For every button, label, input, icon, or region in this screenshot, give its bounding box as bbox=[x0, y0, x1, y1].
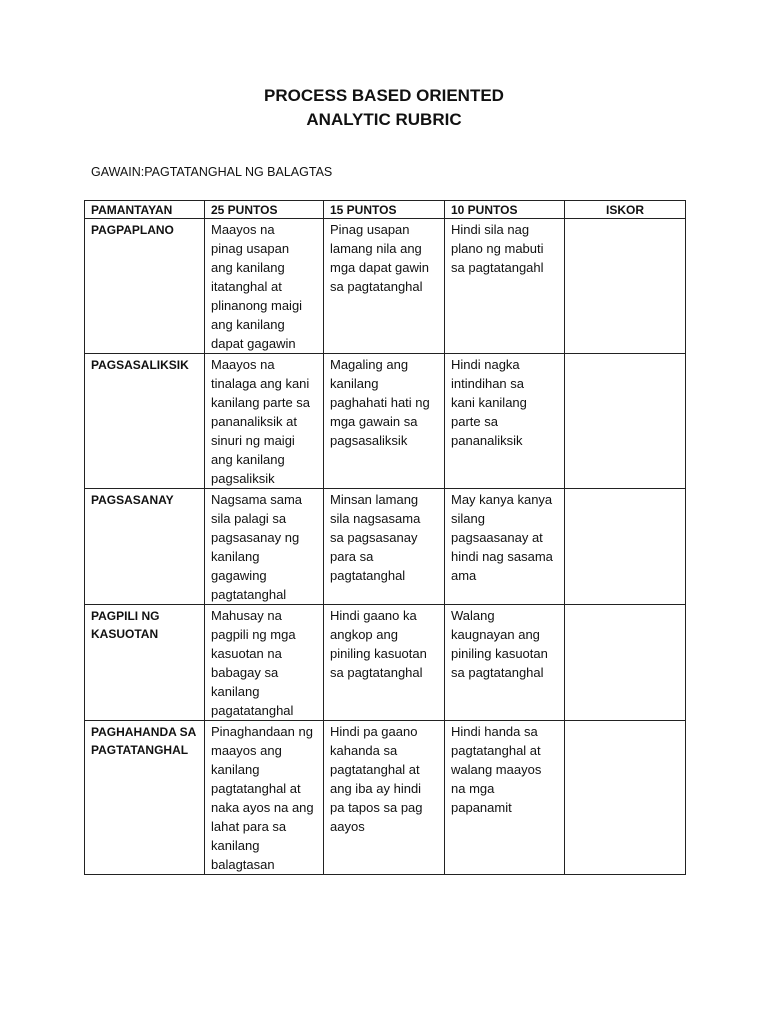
header-row bbox=[85, 201, 686, 219]
points-25-cell: Pinaghandaan ng maayos ang kanilang pagtatanghal at naka ayos na ang lahat para sa kanilang balagtasan bbox=[205, 721, 324, 875]
criterion-cell: PAGPAPLANO bbox=[85, 219, 205, 354]
points-10-cell: Walang kaugnayan ang piniling kasuotan sa pagtatanghal bbox=[445, 605, 565, 721]
points-25-cell: Mahusay na pagpili ng mga kasuotan na babagay sa kanilang pagatatanghal bbox=[205, 605, 324, 721]
table-row bbox=[85, 354, 686, 489]
score-cell bbox=[565, 354, 686, 489]
header-pamantayan: PAMANTAYAN bbox=[85, 201, 205, 219]
header-25-puntos: 25 PUNTOS bbox=[205, 201, 324, 219]
table-row bbox=[85, 219, 686, 354]
criterion-cell: PAGPILI NG KASUOTAN bbox=[85, 605, 205, 721]
criterion-cell: PAGHAHANDA SA PAGTATANGHAL bbox=[85, 721, 205, 875]
score-cell bbox=[565, 219, 686, 354]
table-row bbox=[85, 489, 686, 605]
points-25-cell: Nagsama sama sila palagi sa pagsasanay ng kanilang gagawing pagtatanghal bbox=[205, 489, 324, 605]
score-cell bbox=[565, 605, 686, 721]
score-cell bbox=[565, 489, 686, 605]
points-15-cell: Pinag usapan lamang nila ang mga dapat gawin sa pagtatanghal bbox=[324, 219, 445, 354]
points-25-cell: Maayos na tinalaga ang kani kanilang parte sa pananaliksik at sinuri ng maigi ang kanilang pagsaliksik bbox=[205, 354, 324, 489]
points-10-cell: Hindi sila nag plano ng mabuti sa pagtatangahl bbox=[445, 219, 565, 354]
header-15-puntos: 15 PUNTOS bbox=[324, 201, 445, 219]
points-15-cell: Magaling ang kanilang paghahati hati ng mga gawain sa pagsasaliksik bbox=[324, 354, 445, 489]
document-title bbox=[0, 84, 768, 132]
points-15-cell: Minsan lamang sila nagsasama sa pagsasanay para sa pagtatanghal bbox=[324, 489, 445, 605]
points-10-cell: May kanya kanya silang pagsaasanay at hindi nag sasama ama bbox=[445, 489, 565, 605]
header-iskor: ISKOR bbox=[565, 201, 686, 219]
points-25-cell: Maayos na pinag usapan ang kanilang itatanghal at plinanong maigi ang kanilang dapat gagawin bbox=[205, 219, 324, 354]
table-row bbox=[85, 721, 686, 875]
criterion-cell: PAGSASANAY bbox=[85, 489, 205, 605]
title-line-2: ANALYTIC RUBRIC bbox=[306, 110, 462, 129]
table-row bbox=[85, 605, 686, 721]
points-15-cell: Hindi pa gaano kahanda sa pagtatanghal at ang iba ay hindi pa tapos sa pag aayos bbox=[324, 721, 445, 875]
gawain-label: GAWAIN:PAGTATANGHAL NG BALAGTAS bbox=[91, 165, 333, 179]
header-10-puntos: 10 PUNTOS bbox=[445, 201, 565, 219]
points-15-cell: Hindi gaano ka angkop ang piniling kasuotan sa pagtatanghal bbox=[324, 605, 445, 721]
points-10-cell: Hindi nagka intindihan sa kani kanilang parte sa pananaliksik bbox=[445, 354, 565, 489]
title-line-1: PROCESS BASED ORIENTED bbox=[264, 86, 504, 105]
criterion-cell: PAGSASALIKSIK bbox=[85, 354, 205, 489]
rubric-table bbox=[84, 200, 686, 875]
score-cell bbox=[565, 721, 686, 875]
points-10-cell: Hindi handa sa pagtatanghal at walang maayos na mga papanamit bbox=[445, 721, 565, 875]
